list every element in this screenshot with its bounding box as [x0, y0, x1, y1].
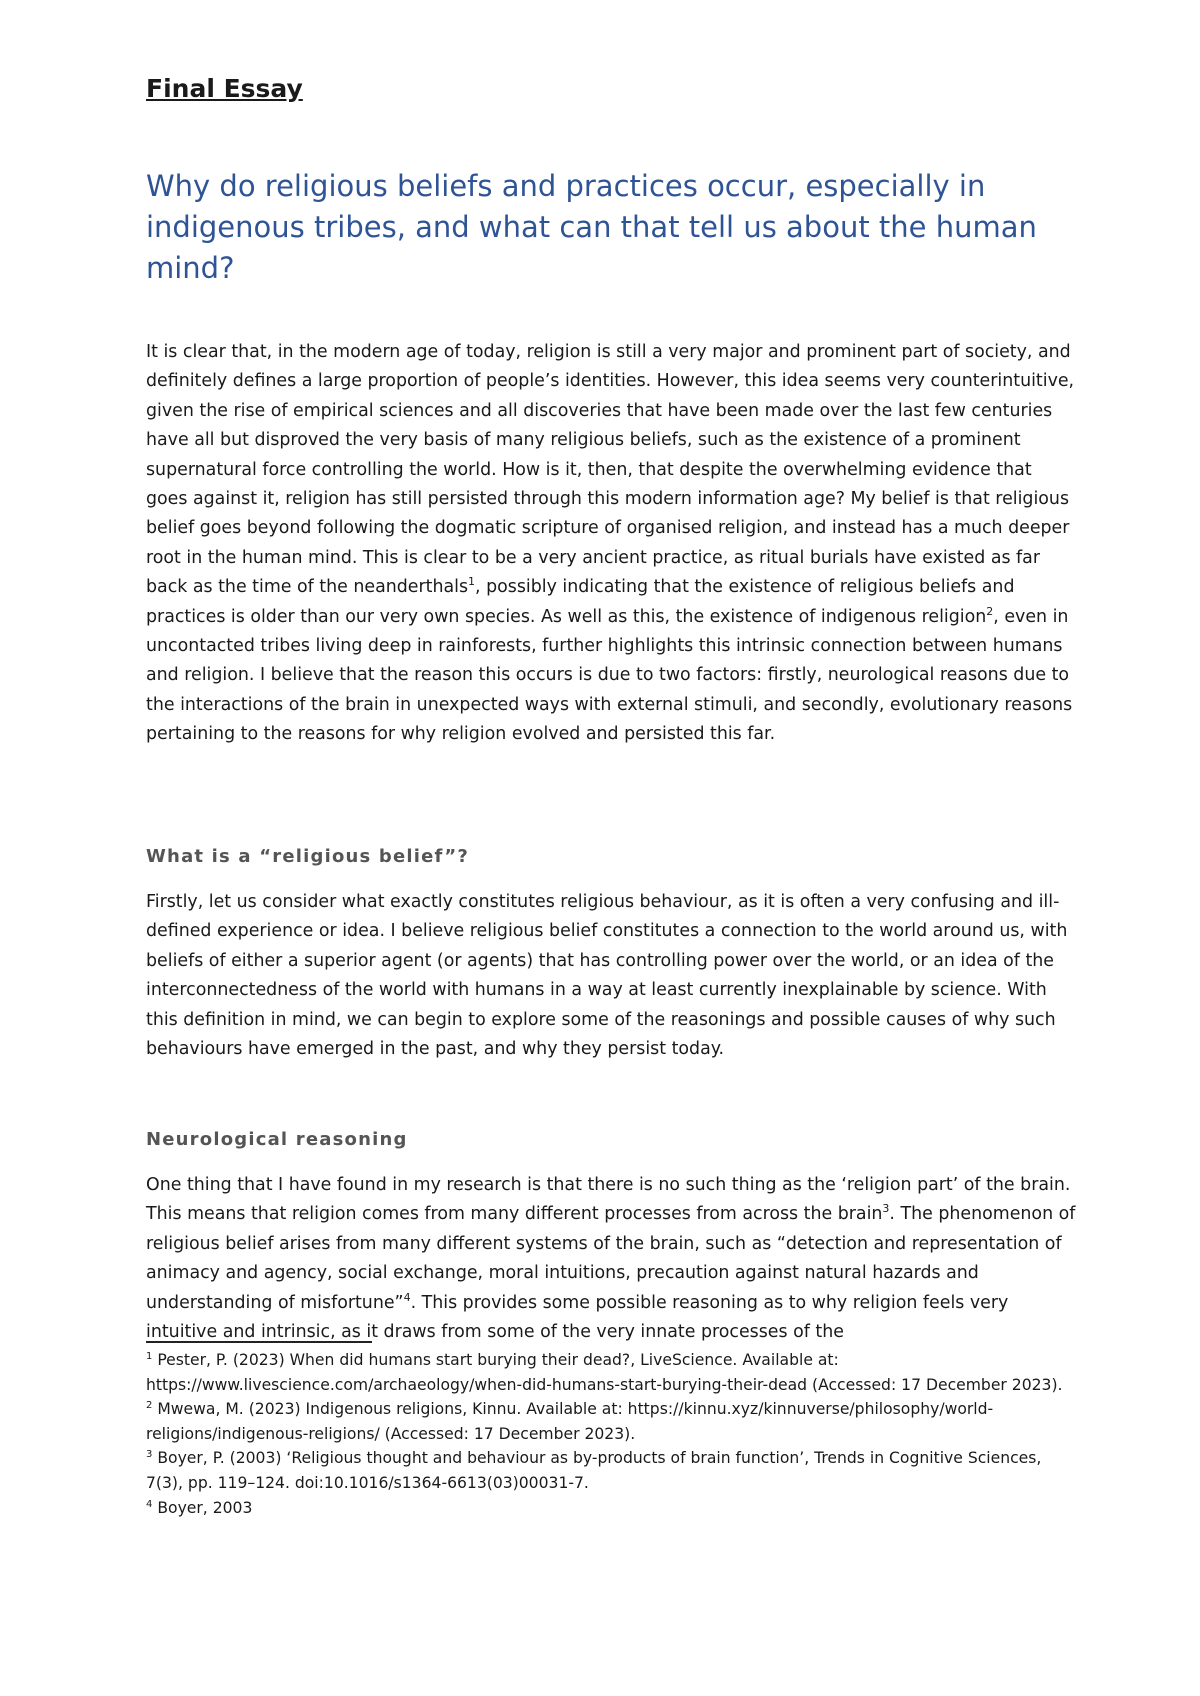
- footnote-text: Mwewa, M. (2023) Indigenous religions, Kinnu. Available at: https://kinnu.xyz/kinnuverse/philosophy/world-religions/indigenous-religions/ (Accessed: 17 December 2023).: [146, 1400, 994, 1443]
- footnote-mark: 2: [146, 1400, 153, 1411]
- section-heading-neurological: Neurological reasoning: [146, 1129, 408, 1150]
- footnote-ref-3[interactable]: 3: [882, 1202, 890, 1216]
- neuro-text-part-2: . The phenomenon of religious belief arises from many different systems of the brain, such as “detection and representation of animacy and agency, social exchange, moral intuitions, precaution against natural hazards and understanding of misfortune”: [146, 1204, 1076, 1313]
- essay-question: Why do religious beliefs and practices occur, especially in indigenous tribes, and what can that tell us about the human mind?: [146, 169, 1037, 285]
- neuro-text-part-3: . This provides some possible reasoning as to why religion feels very intuitive and intrinsic, as it draws from some of the very innate processes of the: [146, 1292, 1009, 1343]
- footnote-mark: 1: [146, 1350, 153, 1362]
- religious-belief-paragraph: Firstly, let us consider what exactly constitutes religious behaviour, as it is often a very confusing and ill-defined experience or idea. I believe religious belief constitutes a connection to the world around us, with beliefs of either a superior agent (or agents) that has controlling power over the world, or an idea of the interconnectedness of the world with humans in a way at least currently inexplainable by science. With this definition in mind, we can begin to explore some of the reasonings and possible causes of why such behaviours have emerged in the past, and why they persist today.: [146, 892, 1068, 1060]
- intro-text-part-1: It is clear that, in the modern age of today, religion is still a very major and prominent part of society, and definitely defines a large proportion of people’s identities. However, this idea seems very counterintuitive, given the rise of empirical sciences and all discoveries that have been made over the last few centuries have all but disproved the very basis of many religious beliefs, such as the existence of a prominent supernatural force controlling the world. How is it, then, that despite the overwhelming evidence that goes against it, religion has still persisted through this modern information age? My belief is that religious belief goes beyond following the dogmatic scripture of organised religion, and instead has a much deeper root in the human mind. This is clear to be a very ancient practice, as ritual burials have existed as far back as the time of the neanderthals: [146, 342, 1075, 598]
- neurological-paragraph: [146, 1171, 1076, 1347]
- footnote-3: [146, 1446, 1076, 1495]
- footnote-divider: [146, 1341, 372, 1343]
- footnote-ref-2[interactable]: 2: [986, 604, 994, 618]
- footnotes: [146, 1348, 1076, 1520]
- intro-text-part-2: , possibly indicating that the existence of religious beliefs and practices is older than our very own species. As well as this, the existence of indigenous religion: [146, 577, 1015, 627]
- footnote-mark: 4: [146, 1498, 153, 1510]
- footnote-text: Pester, P. (2023) When did humans start burying their dead?, LiveScience. Available at: https://www.livescience.com/archaeology/when-did-humans-start-burying-their-dead (Accessed: 17 December 2023).: [146, 1351, 1063, 1394]
- intro-paragraph: [146, 338, 1076, 750]
- footnote-4: [146, 1496, 1076, 1521]
- footnote-ref-4[interactable]: 4: [403, 1290, 411, 1304]
- document-title: Final Essay: [146, 74, 303, 103]
- footnote-text: Boyer, P. (2003) ‘Religious thought and behaviour as by-products of brain function’, Trends in Cognitive Sciences, 7(3), pp. 119–124. doi:10.1016/s1364-6613(03)00031-7.: [146, 1449, 1042, 1492]
- footnote-1: [146, 1348, 1076, 1397]
- section-heading-religious-belief: What is a “religious belief”?: [146, 846, 470, 867]
- neuro-text-part-1: One thing that I have found in my research is that there is no such thing as the ‘religion part’ of the brain. This means that religion comes from many different processes from across the brain: [146, 1175, 1071, 1225]
- footnote-mark: 3: [146, 1449, 153, 1461]
- footnote-text: Boyer, 2003: [152, 1498, 253, 1517]
- intro-text-part-3: , even in uncontacted tribes living deep in rainforests, further highlights this intrinsic connection between humans and religion. I believe that the reason this occurs is due to two factors: firstly, neurological reasons due to the interactions of the brain in unexpected ways with external stimuli, and secondly, evolutionary reasons pertaining to the reasons for why religion evolved and persisted this far.: [146, 606, 1073, 745]
- footnote-ref-1[interactable]: 1: [468, 575, 476, 589]
- footnote-2: [146, 1397, 1076, 1446]
